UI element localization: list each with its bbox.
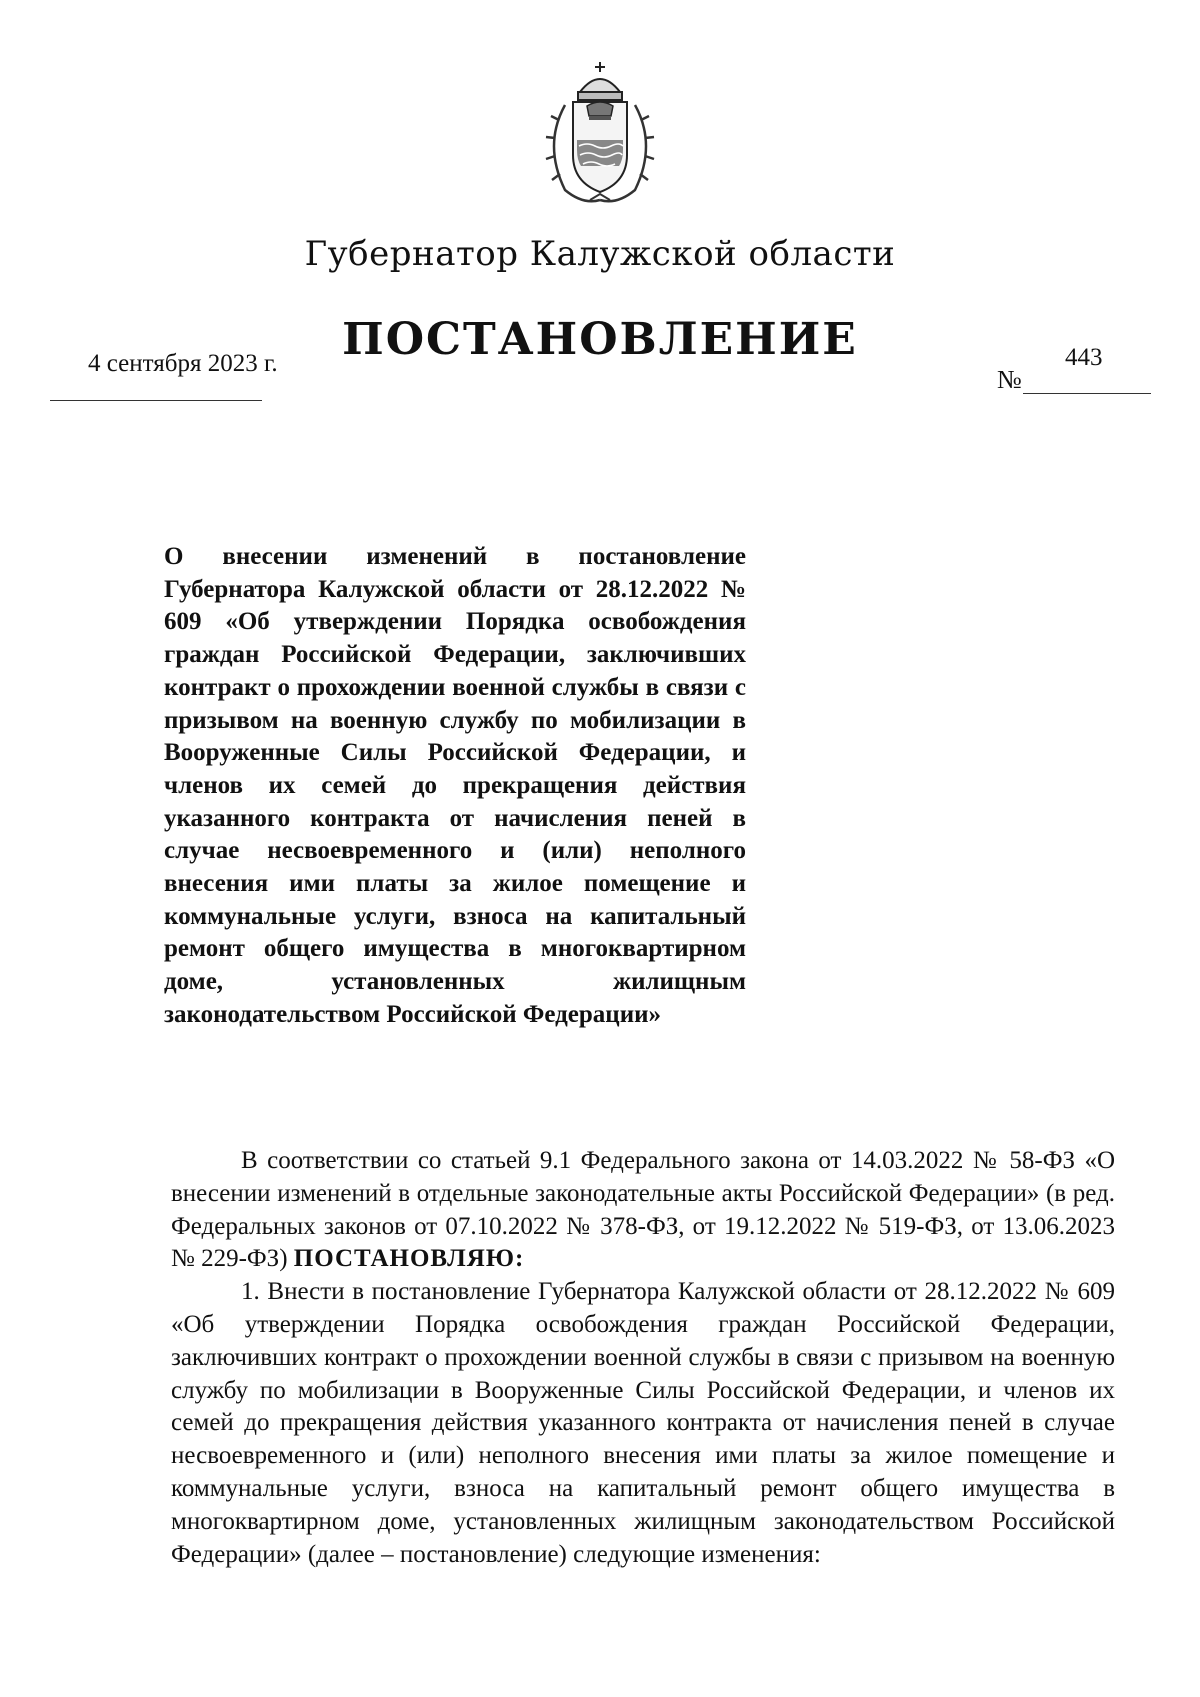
document-date: 4 сентября 2023 г.: [88, 350, 278, 377]
shield-icon: [573, 102, 627, 192]
issuer-heading: Губернатор Калужской области: [304, 234, 896, 274]
number-label: №: [997, 365, 1022, 394]
document-body: [171, 1145, 1115, 1571]
document-title: О внесении изменений в постановление Губернатора Калужской области от 28.12.2022 № 609 «Об утверждении Порядка освобождения граждан Российской Федерации, заключивших контракт о прохождении военной службы в связи с призывом на военную службу по мобилизации в Вооруженные Силы Российской Федерации, и членов их семей до прекращения действия указанного контракта от начисления пеней в случае несвоевременного и (или) неполного внесения ими платы за жилое помещение и коммунальные услуги, взноса на капитальный ремонт общего имущества в многоквартирном доме, установленных жилищным законодательством Российской Федерации»: [164, 543, 746, 1028]
date-underline: [50, 400, 262, 401]
document-number: 443: [1065, 344, 1103, 371]
preamble-paragraph: [171, 1145, 1115, 1276]
document-type-heading: ПОСТАНОВЛЕНИЕ: [342, 314, 858, 365]
item-1-paragraph: 1. Внести в постановление Губернатора Калужской области от 28.12.2022 № 609 «Об утверждении Порядка освобождения граждан Российской Федерации, заключивших контракт о прохождении военной службы в связи с призывом на военную службу по мобилизации в Вооруженные Силы Российской Федерации, и членов их семей до прекращения действия указанного контракта от начисления пеней в случае несвоевременного и (или) неполного внесения ими платы за жилое помещение и коммунальные услуги, взноса на капитальный ремонт общего имущества в многоквартирном доме, установленных жилищным законодательством Российской Федерации» (далее – постановление) следующие изменения:: [171, 1278, 1115, 1568]
kaluga-coat-of-arms-emblem: [535, 60, 665, 210]
preamble-text: В соответствии со статьей 9.1 Федерального закона от 14.03.2022 № 58-ФЗ «О внесении изменений в отдельные законодательные акты Российской Федерации» (в ред. Федеральных законов от 07.10.2022 № 378-ФЗ, от 19.12.2022 № 519-ФЗ, от 13.06.2023 № 229-ФЗ): [171, 1147, 1115, 1273]
crown-icon: [578, 62, 622, 100]
number-underline: [1023, 393, 1151, 394]
decree-word: ПОСТАНОВЛЯЮ:: [293, 1245, 525, 1273]
